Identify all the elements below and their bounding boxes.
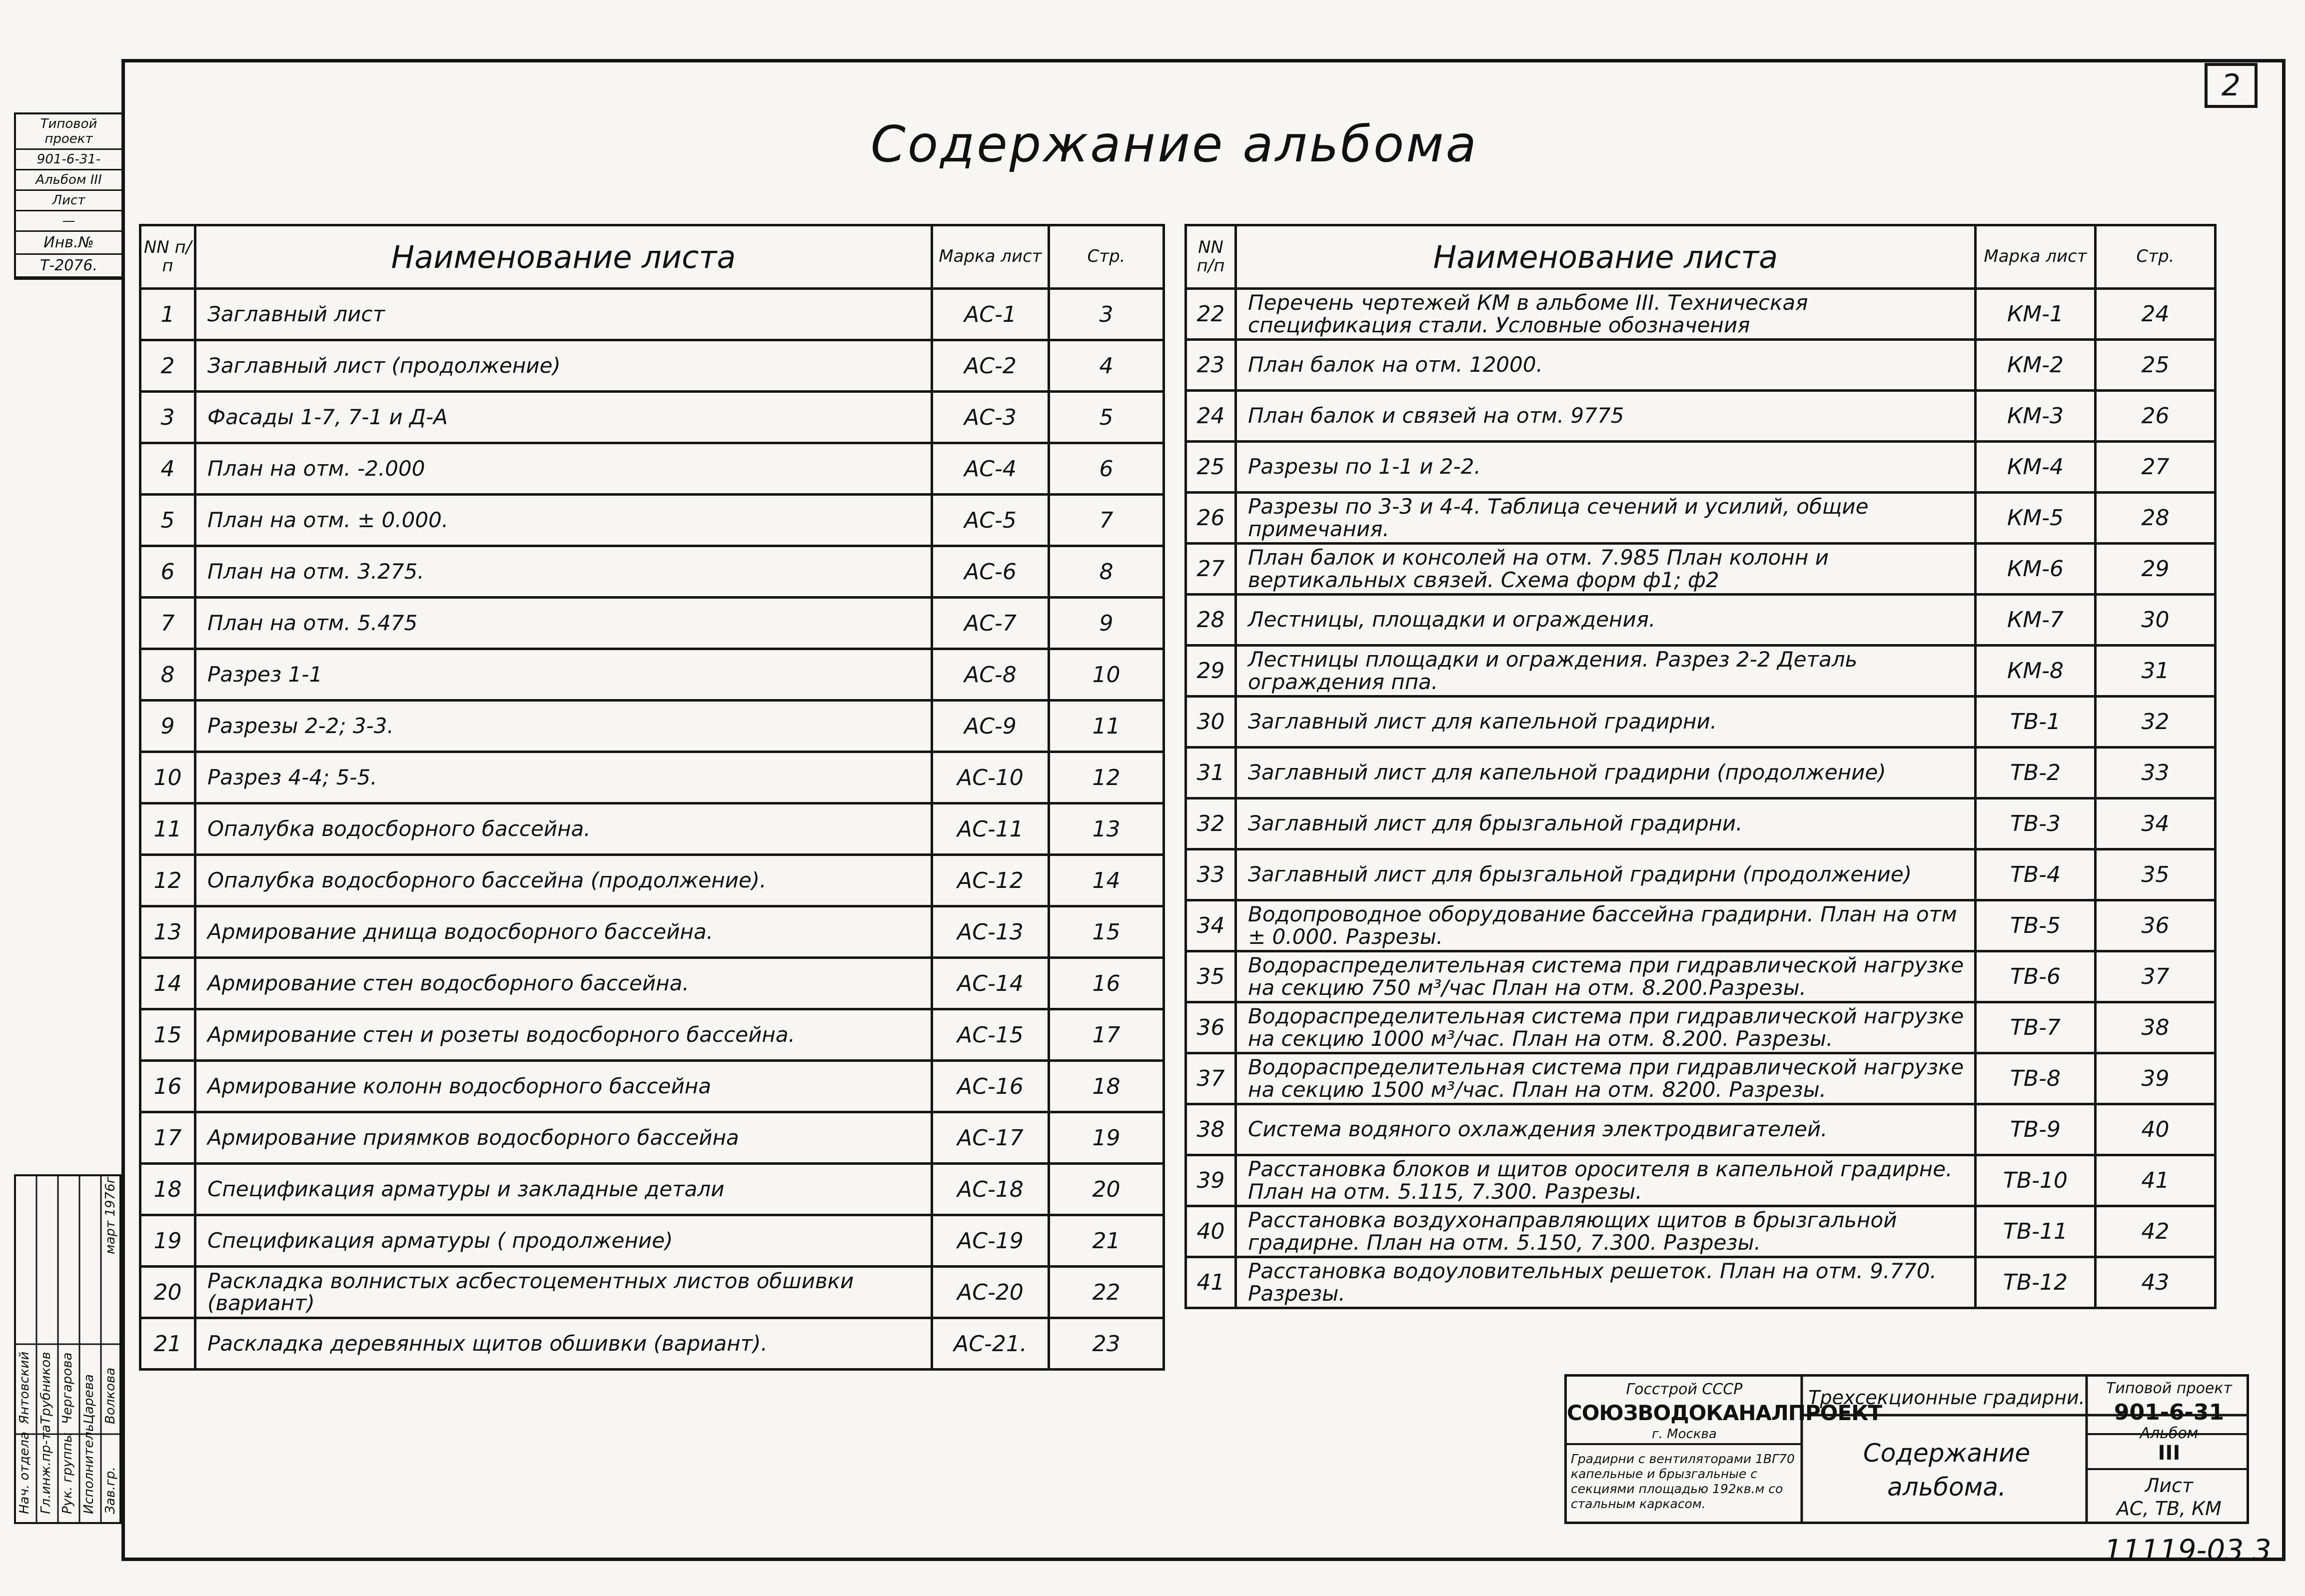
table-row	[1186, 595, 2216, 646]
title-block	[1564, 1374, 2249, 1524]
table-row	[140, 392, 1164, 443]
row-mark: АС-10	[932, 752, 1049, 803]
org-city: г. Москва	[1652, 1427, 1717, 1442]
row-number: 7	[140, 598, 195, 649]
row-name: Заглавный лист (продолжение)	[195, 340, 932, 392]
strip-role: Нач. отдела	[17, 1432, 32, 1514]
row-mark: АС-21.	[932, 1318, 1049, 1370]
row-mark: КМ-5	[1976, 493, 2096, 544]
row-number: 26	[1186, 493, 1236, 544]
row-page: 36	[2096, 900, 2216, 951]
row-mark: ТВ-3	[1976, 798, 2096, 849]
strip-role: Гл.инж.пр-та	[38, 1425, 53, 1514]
row-number: 9	[140, 701, 195, 752]
row-mark: ТВ-4	[1976, 849, 2096, 900]
row-name: План балок и связей на отм. 9775	[1236, 391, 1976, 442]
row-name: Заглавный лист	[195, 289, 932, 340]
row-mark: КМ-2	[1976, 340, 2096, 391]
inventory-value: Т-2076.	[16, 255, 121, 278]
table-row	[140, 1164, 1164, 1215]
row-number: 35	[1186, 951, 1236, 1002]
row-mark: АС-18	[932, 1164, 1049, 1215]
table-row	[140, 546, 1164, 598]
row-page: 27	[2096, 442, 2216, 493]
row-page: 23	[1049, 1318, 1164, 1370]
row-mark: АС-12	[932, 855, 1049, 906]
row-name: План на отм. 5.475	[195, 598, 932, 649]
table-row	[140, 958, 1164, 1009]
row-page: 41	[2096, 1155, 2216, 1206]
row-mark: АС-6	[932, 546, 1049, 598]
strip-date: март 1976г.	[103, 1172, 118, 1254]
row-mark: АС-4	[932, 443, 1049, 495]
header-name: Наименование листа	[195, 225, 932, 289]
sheet-title: Содержание альбома.	[1863, 1439, 2031, 1502]
table-row	[1186, 748, 2216, 798]
row-page: 18	[1049, 1061, 1164, 1112]
row-name: Разрез 4-4; 5-5.	[195, 752, 932, 803]
table-row	[1186, 340, 2216, 391]
row-number: 5	[140, 495, 195, 546]
strip-role: Исполнитель	[81, 1424, 96, 1514]
row-number: 27	[1186, 544, 1236, 595]
row-number: 3	[140, 392, 195, 443]
strip-name: Трубников	[38, 1352, 53, 1424]
list-label: Лист	[2145, 1475, 2194, 1497]
header-page: Стр.	[2096, 225, 2216, 289]
table-row	[140, 443, 1164, 495]
row-mark: АС-19	[932, 1215, 1049, 1267]
row-page: 26	[2096, 391, 2216, 442]
row-mark: ТВ-11	[1976, 1206, 2096, 1257]
row-mark: АС-1	[932, 289, 1049, 340]
inventory-label: Инв.№	[16, 232, 121, 255]
row-page: 43	[2096, 1257, 2216, 1308]
row-page: 28	[2096, 493, 2216, 544]
table-row	[140, 1318, 1164, 1370]
page-title: Содержание альбома	[871, 115, 1478, 173]
table-row	[140, 289, 1164, 340]
row-number: 34	[1186, 900, 1236, 951]
row-name: План на отм. -2.000	[195, 443, 932, 495]
row-name: Система водяного охлаждения электродвигателей.	[1236, 1104, 1976, 1155]
strip-name: Волкова	[103, 1367, 118, 1424]
row-name: Спецификация арматуры ( продолжение)	[195, 1215, 932, 1267]
row-number: 24	[1186, 391, 1236, 442]
table-row	[140, 906, 1164, 958]
table-row	[140, 340, 1164, 392]
row-mark: АС-14	[932, 958, 1049, 1009]
row-page: 15	[1049, 906, 1164, 958]
row-page: 42	[2096, 1206, 2216, 1257]
row-name: Перечень чертежей КМ в альбоме III. Техническая спецификация стали. Условные обозначения	[1236, 289, 1976, 340]
row-mark: ТВ-12	[1976, 1257, 2096, 1308]
row-page: 40	[2096, 1104, 2216, 1155]
table-row	[1186, 1206, 2216, 1257]
row-mark: КМ-1	[1976, 289, 2096, 340]
row-name: Фасады 1-7, 7-1 и Д-А	[195, 392, 932, 443]
side-stamp-line: —	[16, 211, 121, 232]
row-number: 13	[140, 906, 195, 958]
strip-name: Царева	[81, 1374, 96, 1424]
row-mark: АС-17	[932, 1112, 1049, 1164]
table-row	[1186, 1104, 2216, 1155]
row-number: 29	[1186, 646, 1236, 697]
row-number: 38	[1186, 1104, 1236, 1155]
row-mark: АС-13	[932, 906, 1049, 958]
row-number: 2	[140, 340, 195, 392]
row-name: Расстановка водоуловительных решеток. План на отм. 9.770. Разрезы.	[1236, 1257, 1976, 1308]
row-name: Армирование днища водосборного бассейна.	[195, 906, 932, 958]
side-stamp-line: Лист	[16, 191, 121, 211]
row-number: 31	[1186, 748, 1236, 798]
row-page: 29	[2096, 544, 2216, 595]
table-row	[1186, 493, 2216, 544]
header-name: Наименование листа	[1236, 225, 1976, 289]
row-mark: АС-7	[932, 598, 1049, 649]
row-name: Спецификация арматуры и закладные детали	[195, 1164, 932, 1215]
row-number: 6	[140, 546, 195, 598]
row-number: 17	[140, 1112, 195, 1164]
row-number: 11	[140, 803, 195, 855]
row-mark: ТВ-7	[1976, 1002, 2096, 1053]
org-name: СОЮЗВОДОКАНАЛПРОЕКТ	[1567, 1401, 1882, 1425]
archive-code: 11119-03 3	[2104, 1533, 2272, 1567]
sheet-number: 2	[2205, 63, 2258, 108]
table-row	[1186, 391, 2216, 442]
row-mark: ТВ-5	[1976, 900, 2096, 951]
table-row	[1186, 798, 2216, 849]
row-number: 40	[1186, 1206, 1236, 1257]
row-number: 20	[140, 1267, 195, 1318]
row-number: 12	[140, 855, 195, 906]
table-row	[1186, 544, 2216, 595]
header-mark: Марка лист	[932, 225, 1049, 289]
row-page: 13	[1049, 803, 1164, 855]
row-page: 22	[1049, 1267, 1164, 1318]
row-number: 4	[140, 443, 195, 495]
row-name: Армирование приямков водосборного бассейна	[195, 1112, 932, 1164]
row-page: 5	[1049, 392, 1164, 443]
table-row	[1186, 1053, 2216, 1104]
row-mark: ТВ-6	[1976, 951, 2096, 1002]
strip-role: Рук. группы	[60, 1432, 75, 1514]
type-project-value: 901-6-31	[2114, 1400, 2225, 1425]
org-ministry: Госстрой СССР	[1626, 1381, 1743, 1398]
row-number: 30	[1186, 697, 1236, 748]
row-number: 36	[1186, 1002, 1236, 1053]
row-page: 10	[1049, 649, 1164, 701]
table-row	[140, 803, 1164, 855]
row-number: 37	[1186, 1053, 1236, 1104]
row-mark: АС-8	[932, 649, 1049, 701]
row-mark: КМ-3	[1976, 391, 2096, 442]
row-number: 15	[140, 1009, 195, 1061]
row-number: 22	[1186, 289, 1236, 340]
table-row	[1186, 951, 2216, 1002]
row-name: Расстановка блоков и щитов оросителя в капельной градирне. План на отм. 5.115, 7.300. Разрезы.	[1236, 1155, 1976, 1206]
row-mark: КМ-6	[1976, 544, 2096, 595]
table-row	[140, 1267, 1164, 1318]
table-row	[1186, 900, 2216, 951]
row-mark: КМ-8	[1976, 646, 2096, 697]
type-project-label: Типовой проект	[2106, 1380, 2232, 1397]
row-name: Опалубка водосборного бассейна.	[195, 803, 932, 855]
row-mark: АС-3	[932, 392, 1049, 443]
row-name: Лестницы площадки и ограждения. Разрез 2-2 Деталь ограждения ппа.	[1236, 646, 1976, 697]
row-name: Заглавный лист для капельной градирни.	[1236, 697, 1976, 748]
table-row	[140, 1112, 1164, 1164]
row-name: Расстановка воздухонаправляющих щитов в брызгальной градирне. План на отм. 5.150, 7.300. Разрезы.	[1236, 1206, 1976, 1257]
row-page: 21	[1049, 1215, 1164, 1267]
header-page: Стр.	[1049, 225, 1164, 289]
row-page: 34	[2096, 798, 2216, 849]
row-mark: АС-2	[932, 340, 1049, 392]
table-row	[140, 1009, 1164, 1061]
table-row	[1186, 1155, 2216, 1206]
row-name: Разрезы по 1-1 и 2-2.	[1236, 442, 1976, 493]
table-row	[140, 855, 1164, 906]
row-page: 17	[1049, 1009, 1164, 1061]
row-mark: АС-11	[932, 803, 1049, 855]
signature-strip	[14, 1174, 121, 1524]
row-number: 21	[140, 1318, 195, 1370]
table-row	[1186, 697, 2216, 748]
row-page: 11	[1049, 701, 1164, 752]
header-number: NN п/п	[1186, 225, 1236, 289]
side-stamp-line: 901-6-31-	[16, 150, 121, 170]
header-mark: Марка лист	[1976, 225, 2096, 289]
row-page: 25	[2096, 340, 2216, 391]
row-name: Раскладка деревянных щитов обшивки (вариант).	[195, 1318, 932, 1370]
row-number: 1	[140, 289, 195, 340]
row-page: 38	[2096, 1002, 2216, 1053]
row-number: 39	[1186, 1155, 1236, 1206]
strip-role: Зав.гр.	[103, 1467, 118, 1514]
row-mark: ТВ-1	[1976, 697, 2096, 748]
row-name: Водораспределительная система при гидравлической нагрузке на секцию 750 м³/час План на отм. 8.200.Разрезы.	[1236, 951, 1976, 1002]
row-name: Армирование стен и розеты водосборного бассейна.	[195, 1009, 932, 1061]
row-name: План балок на отм. 12000.	[1236, 340, 1976, 391]
table-row	[140, 495, 1164, 546]
row-page: 14	[1049, 855, 1164, 906]
table-row	[140, 701, 1164, 752]
row-name: Разрезы 2-2; 3-3.	[195, 701, 932, 752]
table-row	[140, 752, 1164, 803]
row-mark: АС-5	[932, 495, 1049, 546]
table-row	[140, 649, 1164, 701]
row-name: Заглавный лист для брызгальной градирни.	[1236, 798, 1976, 849]
row-name: Водораспределительная система при гидравлической нагрузке на секцию 1500 м³/час. План на отм. 8200. Разрезы.	[1236, 1053, 1976, 1104]
row-mark: КМ-7	[1976, 595, 2096, 646]
row-page: 32	[2096, 697, 2216, 748]
table-row	[1186, 1257, 2216, 1308]
row-mark: ТВ-8	[1976, 1053, 2096, 1104]
side-stamp-line: Типовой проект	[16, 114, 121, 150]
table-row	[1186, 442, 2216, 493]
row-number: 33	[1186, 849, 1236, 900]
row-page: 16	[1049, 958, 1164, 1009]
strip-name: Чергарова	[60, 1352, 75, 1424]
side-stamp	[14, 112, 121, 280]
album-value: III	[2158, 1442, 2181, 1465]
table-row	[1186, 1002, 2216, 1053]
row-name: Лестницы, площадки и ограждения.	[1236, 595, 1976, 646]
table-row	[140, 1215, 1164, 1267]
row-page: 9	[1049, 598, 1164, 649]
row-number: 19	[140, 1215, 195, 1267]
row-name: Разрез 1-1	[195, 649, 932, 701]
row-mark: АС-16	[932, 1061, 1049, 1112]
row-page: 8	[1049, 546, 1164, 598]
header-number: NN п/п	[140, 225, 195, 289]
row-number: 8	[140, 649, 195, 701]
row-page: 7	[1049, 495, 1164, 546]
table-row	[1186, 289, 2216, 340]
row-number: 23	[1186, 340, 1236, 391]
row-mark: КМ-4	[1976, 442, 2096, 493]
project-title: Трехсекционные градирни.	[1808, 1387, 2085, 1409]
contents-table-right	[1184, 224, 2217, 1309]
row-name: Водораспределительная система при гидравлической нагрузке на секцию 1000 м³/час. План на отм. 8.200. Разрезы.	[1236, 1002, 1976, 1053]
row-mark: АС-9	[932, 701, 1049, 752]
row-name: Раскладка волнистых асбестоцементных листов обшивки (вариант)	[195, 1267, 932, 1318]
row-number: 41	[1186, 1257, 1236, 1308]
row-page: 33	[2096, 748, 2216, 798]
row-number: 14	[140, 958, 195, 1009]
row-page: 24	[2096, 289, 2216, 340]
row-name: Разрезы по 3-3 и 4-4. Таблица сечений и усилий, общие примечания.	[1236, 493, 1976, 544]
row-page: 39	[2096, 1053, 2216, 1104]
row-name: Водопроводное оборудование бассейна градирни. План на отм ± 0.000. Разрезы.	[1236, 900, 1976, 951]
row-page: 6	[1049, 443, 1164, 495]
strip-roles	[14, 1169, 121, 1519]
row-name: План балок и консолей на отм. 7.985 План колонн и вертикальных связей. Схема форм ф1; ф2	[1236, 544, 1976, 595]
row-name: План на отм. 3.275.	[195, 546, 932, 598]
row-page: 30	[2096, 595, 2216, 646]
strip-name: Янтовский	[17, 1351, 32, 1424]
table-row	[1186, 646, 2216, 697]
row-mark: ТВ-9	[1976, 1104, 2096, 1155]
project-description: Градирни с вентиляторами 1ВГ70 капельные и брызгальные с секциями площадью 192кв.м со стальным каркасом.	[1571, 1452, 1795, 1511]
side-stamp-line: Альбом III	[16, 170, 121, 191]
album-label: Альбом	[2140, 1425, 2199, 1442]
row-number: 32	[1186, 798, 1236, 849]
row-mark: АС-20	[932, 1267, 1049, 1318]
table-row	[140, 1061, 1164, 1112]
list-value: АС, ТВ, КМ	[2117, 1498, 2222, 1520]
table-row	[140, 598, 1164, 649]
row-number: 16	[140, 1061, 195, 1112]
row-name: Армирование стен водосборного бассейна.	[195, 958, 932, 1009]
row-name: Армирование колонн водосборного бассейна	[195, 1061, 932, 1112]
row-name: Заглавный лист для брызгальной градирни (продолжение)	[1236, 849, 1976, 900]
row-mark: ТВ-10	[1976, 1155, 2096, 1206]
row-mark: ТВ-2	[1976, 748, 2096, 798]
row-page: 12	[1049, 752, 1164, 803]
row-name: План на отм. ± 0.000.	[195, 495, 932, 546]
row-mark: АС-15	[932, 1009, 1049, 1061]
row-number: 28	[1186, 595, 1236, 646]
row-name: Заглавный лист для капельной градирни (продолжение)	[1236, 748, 1976, 798]
row-page: 37	[2096, 951, 2216, 1002]
row-number: 25	[1186, 442, 1236, 493]
contents-table-left	[139, 224, 1165, 1371]
row-number: 10	[140, 752, 195, 803]
row-page: 19	[1049, 1112, 1164, 1164]
table-row	[1186, 849, 2216, 900]
row-number: 18	[140, 1164, 195, 1215]
row-page: 31	[2096, 646, 2216, 697]
row-page: 35	[2096, 849, 2216, 900]
row-page: 4	[1049, 340, 1164, 392]
row-name: Опалубка водосборного бассейна (продолжение).	[195, 855, 932, 906]
row-page: 20	[1049, 1164, 1164, 1215]
row-page: 3	[1049, 289, 1164, 340]
